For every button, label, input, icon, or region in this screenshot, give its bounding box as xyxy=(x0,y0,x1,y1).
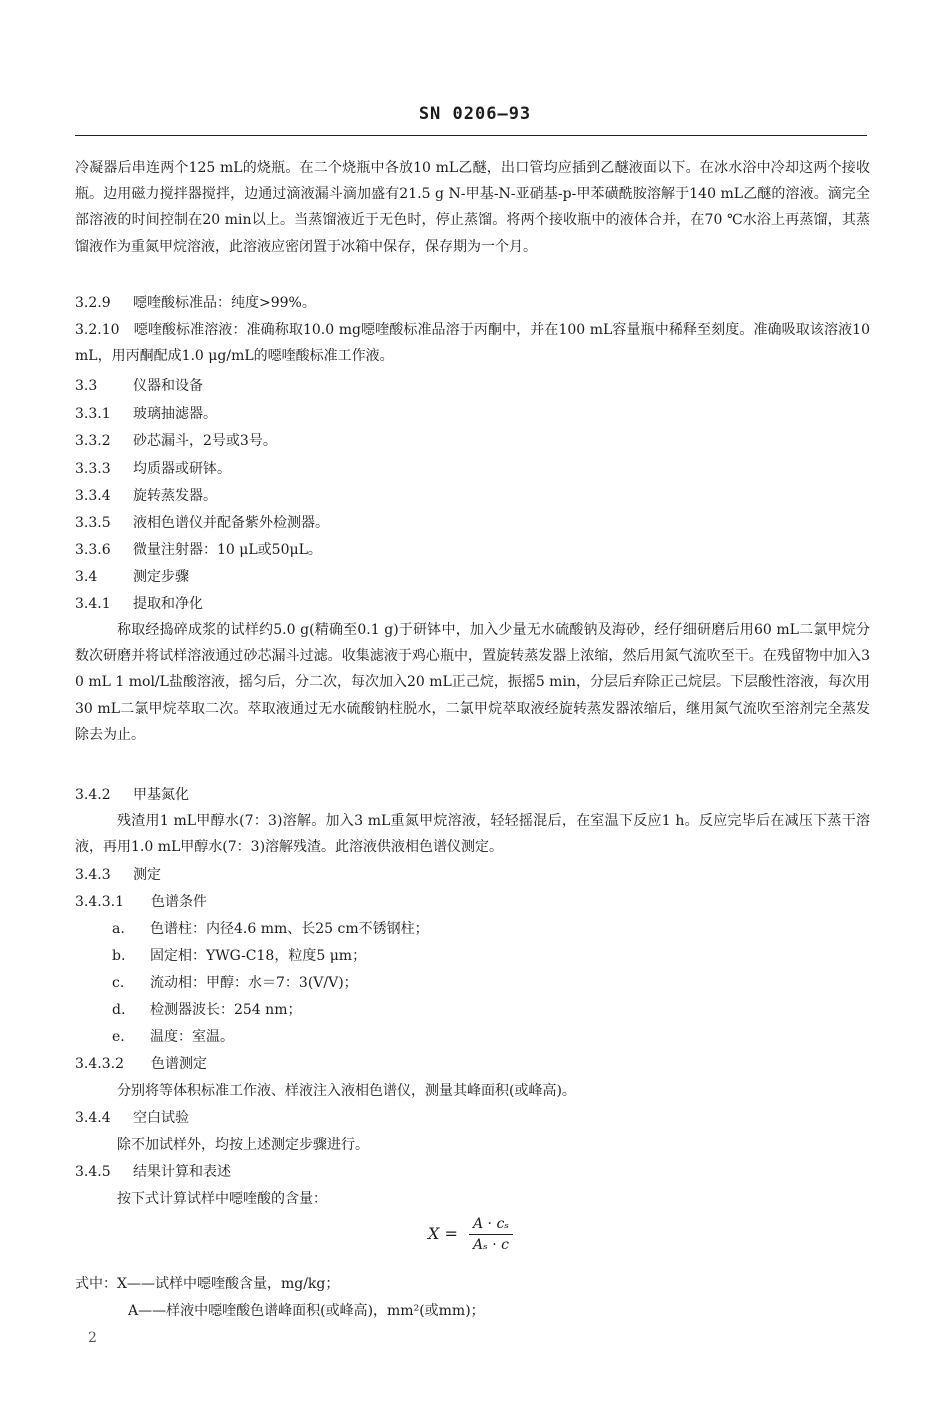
section-3-4-3-1 xyxy=(75,891,207,911)
section-number: 3.3.6 xyxy=(75,542,111,558)
paragraph-blank-test: 除不加试样外，均按上述测定步骤进行。 xyxy=(117,1137,369,1153)
condition-item xyxy=(112,972,358,992)
section-3-2-9 xyxy=(75,292,316,312)
paragraph-calculation-intro: 按下式计算试样中噁喹酸的含量： xyxy=(117,1191,327,1207)
condition-item xyxy=(112,1026,234,1046)
paragraph-distillation: 冷凝器后串连两个125 mL的烧瓶。在二个烧瓶中各放10 mL乙醚，出口管均应插到乙醚液面以下。在冰水浴中冷却这两个接收瓶。边用磁力搅拌器搅拌，边通过滴液漏斗滴加盛有21.5 g N-甲基-N-亚硝基-p-甲苯磺酰胺溶解于140 mL乙醚的溶液。滴完全部溶液的时间控制在20 min以上。当蒸馏液近于无色时，停止蒸馏。将两个接收瓶中的液体合并，在70 ℃水浴上再蒸馏，其蒸馏液作为重氮甲烷溶液，此溶液应密闭置于冰箱中保存，保存期为一个月。 xyxy=(75,160,870,255)
formula xyxy=(428,1216,513,1253)
section-3-4-5 xyxy=(75,1161,231,1181)
item-text: 温度：室温。 xyxy=(150,1029,234,1045)
formula-denominator: Aₛ · c xyxy=(472,1237,510,1253)
section-3-4-4 xyxy=(75,1107,189,1127)
section-number: 3.3 xyxy=(75,378,98,394)
section-3-4-3-2 xyxy=(75,1053,207,1073)
section-3-3-6 xyxy=(75,539,322,559)
formula-definition-a: A——样液中噁喹酸色谱峰面积(或峰高)，mm²(或mm)； xyxy=(128,1303,485,1319)
item-letter: e. xyxy=(112,1029,125,1045)
section-text: 旋转蒸发器。 xyxy=(133,488,217,504)
section-heading: 甲基氮化 xyxy=(133,787,189,803)
section-heading: 仪器和设备 xyxy=(133,378,203,394)
formula-numerator: A · cₛ xyxy=(469,1216,513,1235)
section-3-4-2 xyxy=(75,784,189,804)
section-text: 微量注射器：10 μL或50μL。 xyxy=(133,542,322,558)
section-number: 3.3.2 xyxy=(75,433,111,449)
section-number: 3.4.3.1 xyxy=(75,894,124,910)
section-number: 3.4.2 xyxy=(75,787,111,803)
section-number: 3.4.3 xyxy=(75,867,111,883)
section-number: 3.4 xyxy=(75,569,98,585)
section-3-3 xyxy=(75,375,203,395)
section-text: 噁喹酸标准品：纯度>99%。 xyxy=(133,295,316,311)
document-code-header: SN 0206—93 xyxy=(418,104,532,124)
section-3-3-2 xyxy=(75,430,277,450)
section-number: 3.2.9 xyxy=(75,295,111,311)
item-letter: a. xyxy=(112,921,125,937)
item-text: 色谱柱：内径4.6 mm、长25 cm不锈钢柱； xyxy=(150,921,429,937)
section-3-4-1 xyxy=(75,593,203,613)
item-letter: d. xyxy=(112,1002,126,1018)
formula-lhs: X = xyxy=(428,1224,458,1243)
section-heading: 空白试验 xyxy=(133,1110,189,1126)
section-3-3-1 xyxy=(75,403,217,423)
section-heading: 提取和净化 xyxy=(133,596,203,612)
section-text: 液相色谱仪并配备紫外检测器。 xyxy=(133,515,329,531)
section-number: 3.3.1 xyxy=(75,406,111,422)
section-3-3-4 xyxy=(75,485,217,505)
item-text: 流动相：甲醇：水＝7：3(V/V)； xyxy=(150,975,358,991)
section-number: 3.3.4 xyxy=(75,488,111,504)
condition-item xyxy=(112,945,366,965)
section-3-4-3 xyxy=(75,864,161,884)
paragraph-methylation: 残渣用1 mL甲醇水(7：3)溶解。加入3 mL重氮甲烷溶液，轻轻摇混后，在室温下反应1 h。反应完毕后在减压下蒸干溶液，再用1.0 mL甲醇水(7：3)溶解残渣。此溶液供液相色谱仪测定。 xyxy=(75,813,870,856)
section-heading: 测定 xyxy=(133,867,161,883)
section-heading: 色谱测定 xyxy=(151,1056,207,1072)
section-heading: 测定步骤 xyxy=(133,569,189,585)
section-3-3-5 xyxy=(75,512,329,532)
section-text: 均质器或研钵。 xyxy=(133,461,231,477)
section-number: 3.4.4 xyxy=(75,1110,111,1126)
section-number: 3.3.3 xyxy=(75,461,111,477)
section-heading: 结果计算和表述 xyxy=(133,1164,231,1180)
section-3-3-3 xyxy=(75,458,231,478)
item-text: 固定相：YWG-C18，粒度5 μm； xyxy=(150,948,367,964)
section-number: 3.4.5 xyxy=(75,1164,111,1180)
section-number: 3.4.3.2 xyxy=(75,1056,124,1072)
formula-fraction xyxy=(469,1216,513,1253)
paragraph-extraction: 称取经捣碎成浆的试样约5.0 g(精确至0.1 g)于研钵中，加入少量无水硫酸钠及海砂，经仔细研磨后用60 mL二氯甲烷分数次研磨并将试样溶液通过砂芯漏斗过滤。收集滤液于鸡心瓶中，置旋转蒸发器上浓缩，然后用氮气流吹至干。在残留物中加入30 mL 1 mol/L盐酸溶液，摇匀后，分二次，每次加入20 mL正己烷，振摇5 min，分层后弃除正己烷层。下层酸性溶液，每次用30 mL二氯甲烷萃取二次。萃取液通过无水硫酸钠柱脱水，二氯甲烷萃取液经旋转蒸发器浓缩后，继用氮气流吹至溶剂完全蒸发除去为止。 xyxy=(75,622,870,743)
section-3-2-10: 3.2.10 噁喹酸标准溶液：准确称取10.0 mg噁喹酸标准品溶于丙酮中，并在100 mL容量瓶中稀释至刻度。准确吸取该溶液10 mL，用丙酮配成1.0 μg/mL的噁喹酸标准工作液。 xyxy=(75,322,870,365)
section-number: 3.4.1 xyxy=(75,596,111,612)
item-letter: c. xyxy=(112,975,125,991)
header-rule xyxy=(75,135,867,136)
paragraph-chromatography: 分别将等体积标准工作液、样液注入液相色谱仪，测量其峰面积(或峰高)。 xyxy=(117,1083,576,1099)
formula-definition-x: 式中：X——试样中噁喹酸含量，mg/kg； xyxy=(75,1276,340,1292)
section-text: 玻璃抽滤器。 xyxy=(133,406,217,422)
section-text: 砂芯漏斗，2号或3号。 xyxy=(133,433,277,449)
condition-item xyxy=(112,999,301,1019)
section-heading: 色谱条件 xyxy=(151,894,207,910)
condition-item xyxy=(112,918,429,938)
section-3-4 xyxy=(75,566,189,586)
section-number: 3.3.5 xyxy=(75,515,111,531)
item-letter: b. xyxy=(112,948,126,964)
page-number: 2 xyxy=(88,1330,97,1346)
item-text: 检测器波长：254 nm； xyxy=(150,1002,302,1018)
